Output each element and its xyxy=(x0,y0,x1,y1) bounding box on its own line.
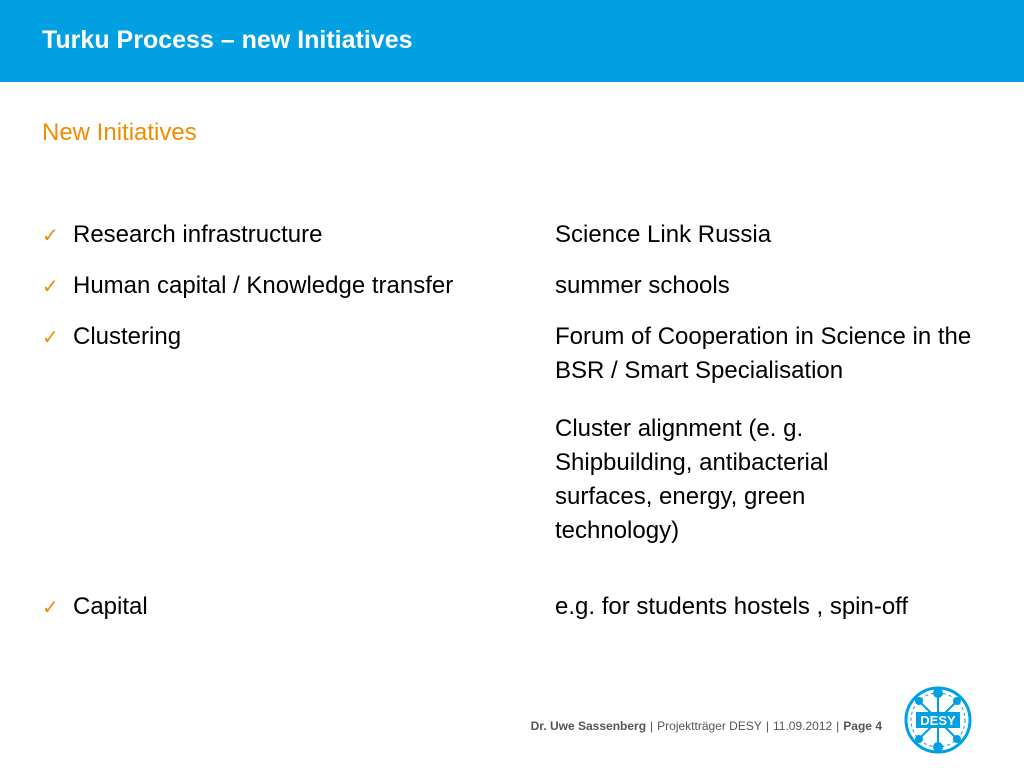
bullet-item-label: Capital xyxy=(73,593,148,620)
bullet-item-detail: e.g. for students hostels , spin-off xyxy=(555,593,909,620)
header-bar xyxy=(0,0,1024,82)
bullet-item-label: Clustering xyxy=(73,323,182,350)
footer-separator: | xyxy=(650,719,654,733)
footer-separator: | xyxy=(765,719,769,733)
slide-title: Turku Process – new Initiatives xyxy=(42,26,413,54)
bullet-item-detail: summer schools xyxy=(555,272,730,299)
desy-logo-icon xyxy=(902,684,974,756)
bullet-item-detail: Science Link Russia xyxy=(555,221,772,248)
bullet-item-detail: Forum of Cooperation in Science in the BSR / Smart Specialisation xyxy=(555,323,972,384)
footer-date: 11.09.2012 xyxy=(773,719,833,733)
checkmark-icon: ✓ xyxy=(42,595,59,619)
footer xyxy=(531,719,882,733)
checkmark-icon: ✓ xyxy=(42,274,59,298)
bullet-item-label: Human capital / Knowledge transfer xyxy=(73,272,454,299)
section-heading: New Initiatives xyxy=(42,119,197,146)
footer-author: Dr. Uwe Sassenberg xyxy=(530,719,647,733)
checkmark-icon: ✓ xyxy=(42,325,59,349)
cluster-alignment-note: Cluster alignment (e. g. Shipbuilding, antibacterial surfaces, energy, green technology) xyxy=(555,415,829,544)
checkmark-icon: ✓ xyxy=(42,223,59,247)
logo-text: DESY xyxy=(920,713,956,728)
footer-separator: | xyxy=(836,719,840,733)
bullet-item-label: Research infrastructure xyxy=(73,221,323,248)
footer-page-number: Page 4 xyxy=(843,719,882,733)
footer-organization: Projektträger DESY xyxy=(657,719,762,733)
